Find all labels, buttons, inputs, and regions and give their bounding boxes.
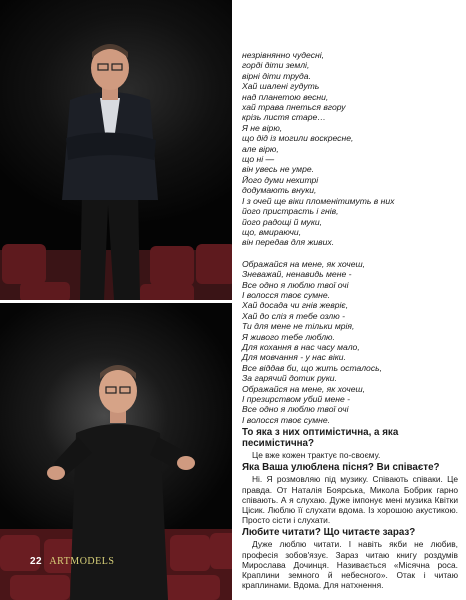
poem-line: його радощі й муки, bbox=[242, 216, 323, 227]
poem-line: що, вмираючи, bbox=[242, 226, 302, 237]
poem-line: Все одно я люблю твої очі bbox=[242, 279, 349, 290]
poem-line: Хай досада чи гнів жевріє, bbox=[242, 300, 349, 311]
poem-line: що ні — bbox=[242, 154, 275, 165]
poem-line: Ображайся на мене, як хочеш, bbox=[242, 383, 366, 394]
poem-line: Зневажай, ненавидь мене - bbox=[242, 269, 352, 280]
poem-second bbox=[242, 259, 458, 426]
page-number: 22 bbox=[30, 556, 43, 567]
poem-line: Для мовчання - у нас віки. bbox=[242, 352, 346, 363]
poem-line: крізь листя старе… bbox=[242, 112, 326, 123]
interview-answer: Це вже кожен трактує по-своєму. bbox=[252, 450, 381, 461]
poem-line: Його думи нехитрі bbox=[242, 174, 319, 185]
poem-line: горді діти землі, bbox=[242, 60, 310, 71]
stanza-spacer bbox=[242, 248, 458, 259]
interview-question: Любите читати? Що читаєте зараз? bbox=[242, 527, 416, 539]
poem-line: І волосся твоє сумне. bbox=[242, 289, 331, 300]
page-folio bbox=[30, 556, 114, 567]
poem-line: він увесь не умре. bbox=[242, 164, 315, 175]
poem-line: Для кохання в нас часу мало, bbox=[242, 341, 360, 352]
poem-line: додумають внуки, bbox=[242, 185, 317, 196]
poem-line: незрівнянно чудесні, bbox=[242, 50, 325, 60]
poem-line: він передав для живих. bbox=[242, 237, 335, 248]
poem-first bbox=[242, 50, 458, 248]
poem-line: І презирством убий мене - bbox=[242, 394, 351, 404]
poem-line: Хай шалені гудуть bbox=[242, 81, 320, 92]
poem-line: Ти для мене не тільки мрія, bbox=[242, 321, 355, 332]
interview-answer: Дуже люблю читати. І навіть якби не любив, професія зобов'язує. Зараз читаю книгу роздумів Мирослава Дочинця. Називається «Місячна роса. Краплини земного й небесного». Отак і читаю краплинами. Вдома. Для натхнення. bbox=[242, 539, 458, 591]
poem-line: За гарячий дотик руки. bbox=[242, 373, 337, 384]
photo-standing-man bbox=[0, 0, 232, 300]
poem-line: хай трава пнеться вгору bbox=[242, 102, 346, 113]
poem-line: І волосся твоє сумне. bbox=[242, 414, 331, 425]
poem-line: І з очей ще віки пломенітимуть в них bbox=[242, 195, 395, 206]
poem-line: Ображайся на мене, як хочеш, bbox=[242, 258, 366, 269]
poem-line: Все віддав би, що жить осталось, bbox=[242, 362, 383, 373]
interview-question: Яка Ваша улюблена пісня? Ви співаєте? bbox=[242, 462, 440, 474]
poem-line: Все одно я люблю твої очі bbox=[242, 404, 349, 415]
interview-question: То яка з них оптимістична, а яка песимістична? bbox=[242, 427, 399, 450]
poem-line: над планетою весни, bbox=[242, 91, 329, 102]
poem-line: його пристрасть і гнів, bbox=[242, 206, 339, 217]
magazine-brand: ARTMODELS bbox=[49, 556, 115, 567]
poem-line: вірні діти труда. bbox=[242, 70, 311, 81]
poem-line: Я не вірю, bbox=[242, 122, 283, 133]
poem-line: Хай до сліз я тебе озлю - bbox=[242, 310, 345, 321]
poem-line: але вірю, bbox=[242, 143, 279, 154]
poem-line: що дід із могили воскресне, bbox=[242, 133, 354, 144]
article-text-column bbox=[242, 50, 458, 590]
photo-standing-man-illustration bbox=[0, 0, 232, 300]
interview-answer: Ні. Я розмовляю під музику. Співають співаки. Це правда. От Наталія Боярська, Микола Бобрик гарно співають. А я слухаю. Дуже імпонує мені музика Квітки Цісик. Люблю її слухати вдома. Із хорошою акустикою. Просто сісти і слухати. bbox=[242, 474, 458, 526]
poem-line: Я живого тебе люблю. bbox=[242, 331, 335, 342]
